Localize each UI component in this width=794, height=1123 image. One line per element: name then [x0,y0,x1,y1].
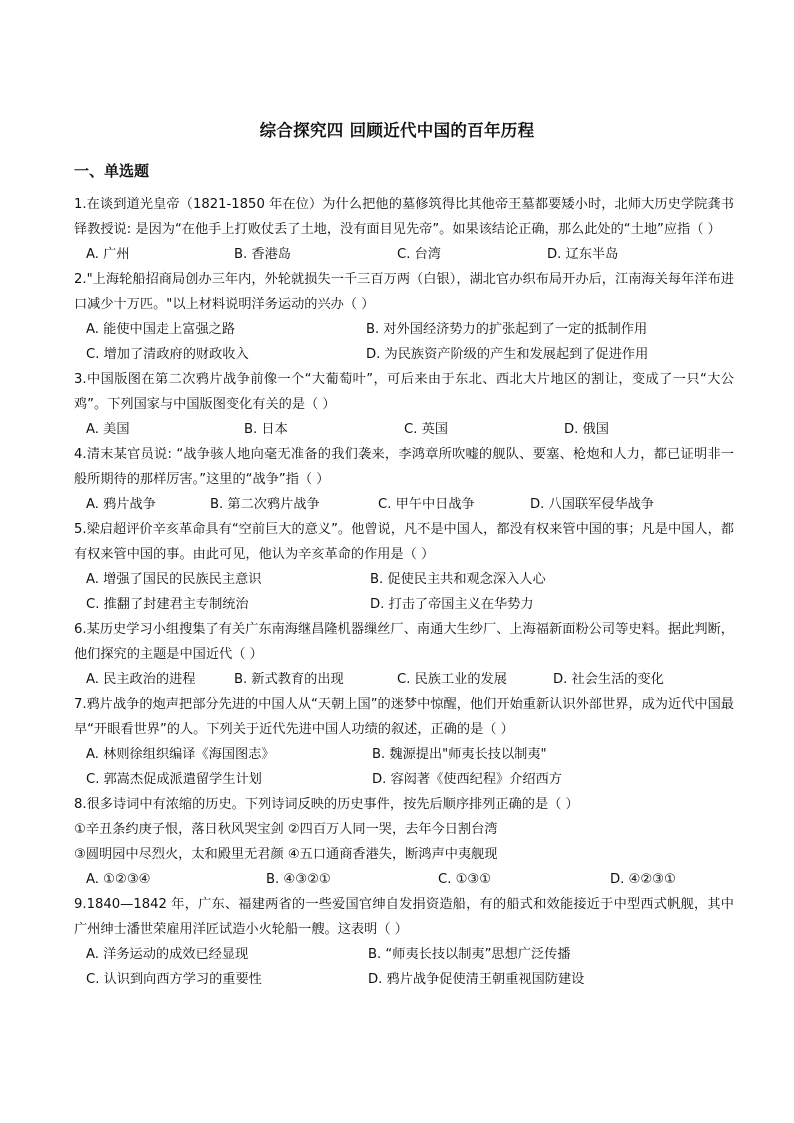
option-a: A. 能使中国走上富强之路 [86,322,236,337]
option-b: B. 促使民主共和观念深入人心 [370,572,546,587]
option-a: A. 民主政治的进程 [86,672,196,687]
question-3 [74,367,734,442]
option-c: C. 郭嵩杰促成派遣留学生计划 [86,772,262,787]
question-8 [74,792,734,892]
option-b: B. 魏源提出"师夷长技以制夷" [372,747,547,762]
question-stem: 4.清末某官员说: “战争骇人地向毫无准备的我们袭来，李鸿章所吹嘘的舰队、要塞、枪炮和人力，都已证明非一般所期待的那样厉害。”这里的“战争”指（ ） [74,447,734,487]
option-b: B. ④③②① [266,872,331,887]
question-6 [74,617,734,692]
options-grid [74,942,734,992]
question-stem: 5.梁启超评价辛亥革命具有“空前巨大的意义”。他曾说，凡不是中国人，都没有权来管中国的事；凡是中国人，都有权来管中国的事。由此可见，他认为辛亥革命的作用是（ ） [74,522,734,562]
option-b: B. 对外国经济势力的扩张起到了一定的抵制作用 [366,322,648,337]
option-b: B. 日本 [244,422,288,437]
question-stem: 2."上海轮船招商局创办三年内，外轮就损失一千三百万两（白银），湖北官办织布局开办后，江南海关每年洋布进口减少十万匹。"以上材料说明洋务运动的兴办（ ） [74,272,734,312]
options-row [74,867,734,892]
option-b: B. 新式教育的出现 [234,672,344,687]
options-row [74,242,734,267]
question-stem: 1.在谈到道光皇帝（1821-1850 年在位）为什么把他的墓修筑得比其他帝王墓都要矮小时，北师大历史学院龚书铎教授说: 是因为“在他手上打败仗丢了土地，没有面目见先帝”。如果该结论正确，那么此处的“土地”应指（ ） [74,197,734,237]
question-stem: 7.鸦片战争的炮声把部分先进的中国人从“天朝上国”的迷梦中惊醒，他们开始重新认识外部世界，成为近代中国最早“开眼看世界”的人。下列关于近代先进中国人功绩的叙述，正确的是（ ） [74,697,734,737]
option-a: A. 美国 [86,422,130,437]
option-a: A. 增强了国民的民族民主意识 [86,572,262,587]
options-row [74,492,734,517]
option-b: B. “师夷长技以制夷”思想广泛传播 [368,947,571,962]
options-row [74,667,734,692]
question-9 [74,892,734,992]
option-c: C. 增加了清政府的财政收入 [86,347,249,362]
option-d: D. 俄国 [564,422,609,437]
page-title: 综合探究四 回顾近代中国的百年历程 [259,121,535,140]
question-7 [74,692,734,792]
option-d: D. 容闳著《使西纪程》介绍西方 [372,772,562,787]
option-c: C. 认识到向西方学习的重要性 [86,972,262,987]
option-b: B. 香港岛 [234,247,291,262]
poem-line: ①辛丑条约庚子恨，落日秋风哭宝剑 ②四百万人同一哭，去年今日割台湾 [74,822,498,837]
option-a: A. 鸦片战争 [86,497,156,512]
option-c: C. 推翻了封建君主专制统治 [86,597,249,612]
question-4 [74,442,734,517]
option-d: D. 八国联军侵华战争 [530,497,655,512]
poem-line: ③圆明园中尽烈火，太和殿里无君颜 ④五口通商香港失，断鸿声中夷舰现 [74,847,498,862]
question-stem: 3.中国版图在第二次鸦片战争前像一个“大葡萄叶”，可后来由于东北、西北大片地区的割让，变成了一只“大公鸡”。下列国家与中国版图变化有关的是（ ） [74,372,734,412]
question-stem: 9.1840—1842 年，广东、福建两省的一些爱国官绅自发捐资造船，有的船式和效能接近于中型西式帆舰，其中广州绅士潘世荣雇用洋匠试造小火轮船一艘。这表明（ ） [74,897,734,937]
section-heading: 一、单选题 [74,162,150,180]
question-list [74,192,734,992]
question-5 [74,517,734,617]
option-d: D. 社会生活的变化 [553,672,664,687]
question-stem: 8.很多诗词中有浓缩的历史。下列诗词反映的历史事件，按先后顺序排列正确的是（ ） [74,797,579,812]
option-d: D. 鸦片战争促使清王朝重视国防建设 [368,972,585,987]
question-2 [74,267,734,367]
option-d: D. 辽东半岛 [547,247,619,262]
option-d: D. ④②③① [610,872,676,887]
option-c: C. 民族工业的发展 [397,672,507,687]
option-d: D. 打击了帝国主义在华势力 [370,597,534,612]
options-grid [74,567,734,617]
option-a: A. 林则徐组织编译《海国图志》 [86,747,275,762]
option-c: C. 英国 [404,422,448,437]
option-c: C. 甲午中日战争 [378,497,475,512]
question-1 [74,192,734,267]
option-d: D. 为民族资产阶级的产生和发展起到了促进作用 [366,347,649,362]
options-row [74,417,734,442]
option-b: B. 第二次鸦片战争 [210,497,320,512]
question-stem: 6.某历史学习小组搜集了有关广东南海继昌隆机器缫丝厂、南通大生纱厂、上海福新面粉公司等史料。据此判断，他们探究的主题是中国近代（ ） [74,622,734,662]
option-a: A. 广州 [86,247,130,262]
option-c: C. ①③① [438,872,492,887]
option-a: A. ①②③④ [86,872,151,887]
options-grid [74,742,734,792]
option-a: A. 洋务运动的成效已经显现 [86,947,249,962]
options-grid [74,317,734,367]
option-c: C. 台湾 [397,247,441,262]
